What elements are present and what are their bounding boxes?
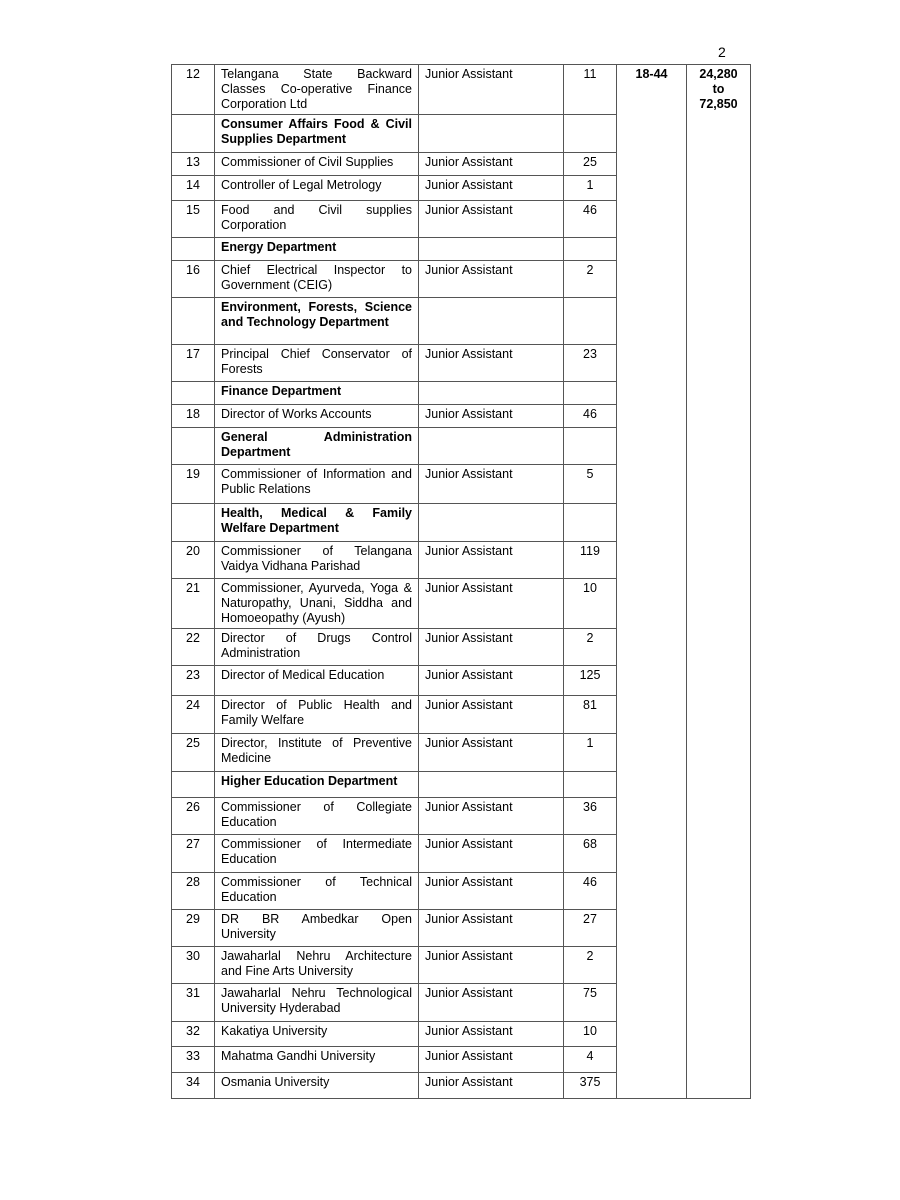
vacancy-count-cell: 46 xyxy=(564,873,617,910)
post-name-cell: Junior Assistant xyxy=(419,696,564,734)
serial-number-cell: 31 xyxy=(172,984,215,1022)
vacancy-count-cell: 5 xyxy=(564,465,617,504)
serial-number-cell xyxy=(172,382,215,405)
organization-name-cell: Commissioner of Collegiate Education xyxy=(215,798,419,835)
post-name-cell: Junior Assistant xyxy=(419,465,564,504)
serial-number-cell xyxy=(172,238,215,261)
serial-number-cell xyxy=(172,504,215,542)
serial-number-cell: 23 xyxy=(172,666,215,696)
organization-name-cell: Jawaharlal Nehru Architecture and Fine Arts University xyxy=(215,947,419,984)
post-name-cell xyxy=(419,504,564,542)
post-name-cell: Junior Assistant xyxy=(419,65,564,115)
organization-name-cell: Jawaharlal Nehru Technological University Hyderabad xyxy=(215,984,419,1022)
vacancy-count-cell: 81 xyxy=(564,696,617,734)
serial-number-cell: 28 xyxy=(172,873,215,910)
serial-number-cell: 27 xyxy=(172,835,215,873)
serial-number-cell: 22 xyxy=(172,629,215,666)
post-name-cell: Junior Assistant xyxy=(419,984,564,1022)
post-name-cell xyxy=(419,238,564,261)
organization-name-cell: Director of Public Health and Family Welfare xyxy=(215,696,419,734)
department-heading: Energy Department xyxy=(215,238,419,261)
vacancy-count-cell: 1 xyxy=(564,734,617,772)
organization-name-cell: Commissioner of Technical Education xyxy=(215,873,419,910)
organization-name-cell: Telangana State Backward Classes Co-operative Finance Corporation Ltd xyxy=(215,65,419,115)
post-name-cell: Junior Assistant xyxy=(419,734,564,772)
post-name-cell: Junior Assistant xyxy=(419,201,564,238)
vacancy-count-cell xyxy=(564,428,617,465)
post-name-cell: Junior Assistant xyxy=(419,910,564,947)
post-name-cell: Junior Assistant xyxy=(419,835,564,873)
organization-name-cell: Chief Electrical Inspector to Government (CEIG) xyxy=(215,261,419,298)
serial-number-cell: 14 xyxy=(172,176,215,201)
post-name-cell: Junior Assistant xyxy=(419,1047,564,1073)
post-name-cell: Junior Assistant xyxy=(419,579,564,629)
post-name-cell: Junior Assistant xyxy=(419,345,564,382)
organization-name-cell: Food and Civil supplies Corporation xyxy=(215,201,419,238)
vacancy-count-cell: 1 xyxy=(564,176,617,201)
organization-name-cell: Commissioner, Ayurveda, Yoga & Naturopathy, Unani, Siddha and Homoeopathy (Ayush) xyxy=(215,579,419,629)
post-name-cell xyxy=(419,115,564,153)
serial-number-cell: 29 xyxy=(172,910,215,947)
table-row xyxy=(172,65,751,115)
post-name-cell xyxy=(419,382,564,405)
post-name-cell: Junior Assistant xyxy=(419,153,564,176)
department-heading: Environment, Forests, Science and Technology Department xyxy=(215,298,419,345)
post-name-cell: Junior Assistant xyxy=(419,629,564,666)
serial-number-cell xyxy=(172,772,215,798)
post-name-cell xyxy=(419,298,564,345)
serial-number-cell xyxy=(172,298,215,345)
serial-number-cell: 30 xyxy=(172,947,215,984)
vacancy-count-cell: 68 xyxy=(564,835,617,873)
pay-scale-to-word: to xyxy=(712,82,725,96)
pay-scale-from: 24,280 xyxy=(699,67,738,81)
organization-name-cell: Director of Drugs Control Administration xyxy=(215,629,419,666)
serial-number-cell xyxy=(172,115,215,153)
organization-name-cell: DR BR Ambedkar Open University xyxy=(215,910,419,947)
organization-name-cell: Commissioner of Civil Supplies xyxy=(215,153,419,176)
vacancy-count-cell: 23 xyxy=(564,345,617,382)
pay-scale-cell xyxy=(687,65,751,1099)
vacancy-count-cell: 75 xyxy=(564,984,617,1022)
department-heading: Finance Department xyxy=(215,382,419,405)
vacancy-count-cell: 2 xyxy=(564,261,617,298)
vacancy-count-cell: 27 xyxy=(564,910,617,947)
organization-name-cell: Osmania University xyxy=(215,1073,419,1099)
organization-name-cell: Director of Works Accounts xyxy=(215,405,419,428)
organization-name-cell: Commissioner of Information and Public Relations xyxy=(215,465,419,504)
department-heading: Higher Education Department xyxy=(215,772,419,798)
vacancy-count-cell: 46 xyxy=(564,405,617,428)
serial-number-cell: 32 xyxy=(172,1022,215,1047)
vacancy-count-cell xyxy=(564,298,617,345)
serial-number-cell: 13 xyxy=(172,153,215,176)
serial-number-cell: 15 xyxy=(172,201,215,238)
posts-table-body xyxy=(172,65,751,1099)
post-name-cell xyxy=(419,428,564,465)
department-heading: Consumer Affairs Food & Civil Supplies Department xyxy=(215,115,419,153)
vacancy-count-cell: 4 xyxy=(564,1047,617,1073)
post-name-cell: Junior Assistant xyxy=(419,1022,564,1047)
organization-name-cell: Commissioner of Intermediate Education xyxy=(215,835,419,873)
age-limit-cell: 18-44 xyxy=(617,65,687,1099)
vacancy-count-cell: 2 xyxy=(564,629,617,666)
post-name-cell: Junior Assistant xyxy=(419,1073,564,1099)
serial-number-cell: 16 xyxy=(172,261,215,298)
vacancy-count-cell xyxy=(564,772,617,798)
vacancy-count-cell: 375 xyxy=(564,1073,617,1099)
serial-number-cell: 19 xyxy=(172,465,215,504)
vacancy-count-cell xyxy=(564,504,617,542)
serial-number-cell: 25 xyxy=(172,734,215,772)
post-name-cell: Junior Assistant xyxy=(419,261,564,298)
serial-number-cell: 20 xyxy=(172,542,215,579)
vacancy-count-cell: 125 xyxy=(564,666,617,696)
organization-name-cell: Director, Institute of Preventive Medicine xyxy=(215,734,419,772)
department-heading: Health, Medical & Family Welfare Department xyxy=(215,504,419,542)
post-name-cell: Junior Assistant xyxy=(419,873,564,910)
vacancy-count-cell: 25 xyxy=(564,153,617,176)
posts-table xyxy=(171,64,751,1099)
serial-number-cell: 24 xyxy=(172,696,215,734)
organization-name-cell: Commissioner of Telangana Vaidya Vidhana Parishad xyxy=(215,542,419,579)
vacancy-count-cell: 2 xyxy=(564,947,617,984)
vacancy-count-cell: 11 xyxy=(564,65,617,115)
pay-scale-to: 72,850 xyxy=(699,97,738,111)
vacancy-count-cell: 46 xyxy=(564,201,617,238)
post-name-cell: Junior Assistant xyxy=(419,176,564,201)
serial-number-cell: 18 xyxy=(172,405,215,428)
post-name-cell: Junior Assistant xyxy=(419,405,564,428)
vacancy-count-cell: 36 xyxy=(564,798,617,835)
serial-number-cell: 17 xyxy=(172,345,215,382)
post-name-cell: Junior Assistant xyxy=(419,666,564,696)
organization-name-cell: Kakatiya University xyxy=(215,1022,419,1047)
post-name-cell: Junior Assistant xyxy=(419,947,564,984)
organization-name-cell: Mahatma Gandhi University xyxy=(215,1047,419,1073)
vacancy-count-cell xyxy=(564,115,617,153)
vacancy-count-cell: 10 xyxy=(564,1022,617,1047)
vacancy-count-cell xyxy=(564,238,617,261)
organization-name-cell: Principal Chief Conservator of Forests xyxy=(215,345,419,382)
serial-number-cell: 12 xyxy=(172,65,215,115)
vacancy-count-cell xyxy=(564,382,617,405)
post-name-cell: Junior Assistant xyxy=(419,798,564,835)
department-heading: General Administration Department xyxy=(215,428,419,465)
post-name-cell: Junior Assistant xyxy=(419,542,564,579)
vacancy-count-cell: 10 xyxy=(564,579,617,629)
serial-number-cell xyxy=(172,428,215,465)
serial-number-cell: 21 xyxy=(172,579,215,629)
vacancy-count-cell: 119 xyxy=(564,542,617,579)
organization-name-cell: Director of Medical Education xyxy=(215,666,419,696)
post-name-cell xyxy=(419,772,564,798)
organization-name-cell: Controller of Legal Metrology xyxy=(215,176,419,201)
serial-number-cell: 33 xyxy=(172,1047,215,1073)
serial-number-cell: 26 xyxy=(172,798,215,835)
serial-number-cell: 34 xyxy=(172,1073,215,1099)
page-number: 2 xyxy=(718,44,726,60)
